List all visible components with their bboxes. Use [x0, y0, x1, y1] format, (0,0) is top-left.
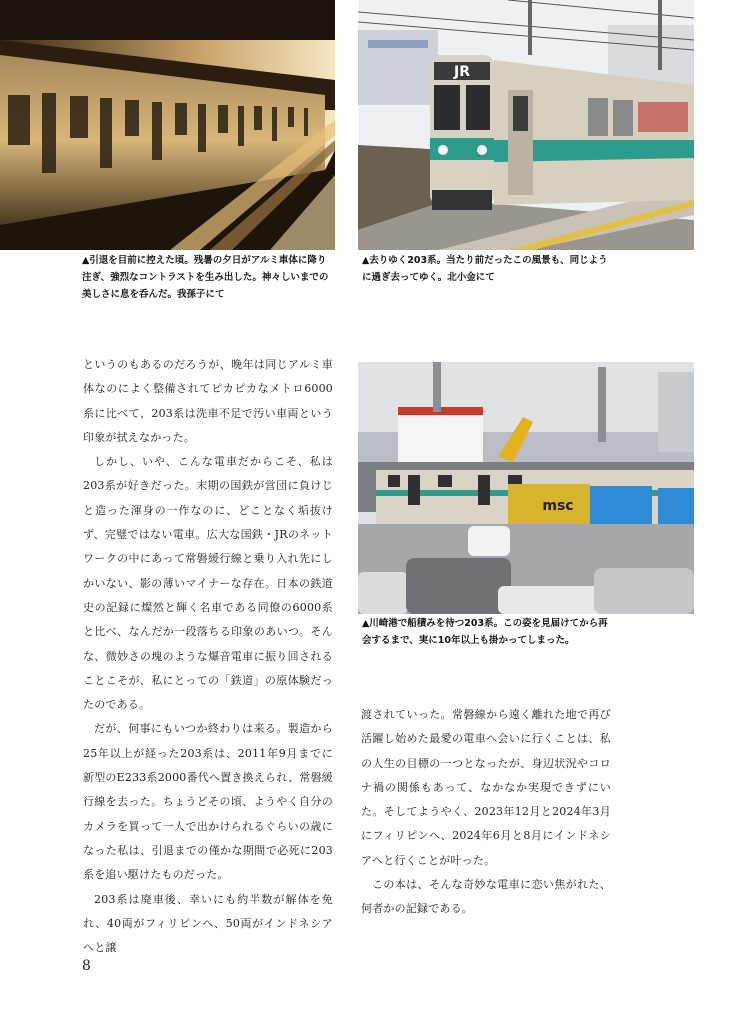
photo-departing-caption: ▲去りゆく203系。当たり前だったこの風景も、同じように過ぎ去ってゆく。北小金にて: [362, 255, 608, 283]
paragraph-1: というのもあるのだろうが、晩年は同じアルミ車体なのによく整備されてピカピカなメトロ6000系に比べて、203系は洗車不足で汚い車両という印象が拭えなかった。: [83, 358, 333, 444]
sunset-train-image: [0, 0, 335, 250]
photo-kawasaki-port: [358, 362, 694, 614]
paragraph-3: だが、何事にもいつか終わりは来る。製造から25年以上が経った203系は、2011年9月までに新型のE233系2000番代へ置き換えられ、常磐緩行線を去った。ちょうどその頃、ようやく自分のカメラを買って一人で出かけられるぐらいの歳になった私は、引退までの僅かな期間で必死に203系を追い駆けたものだった。: [83, 722, 333, 882]
right-text-column: [361, 703, 611, 922]
kawasaki-port-image: [358, 362, 694, 614]
paragraph-6: この本は、そんな奇妙な電車に恋い焦がれた、何者かの記録である。: [361, 878, 611, 916]
photo-sunset-caption: ▲引退を目前に控えた頃。残暑の夕日がアルミ車体に降り注ぎ、強烈なコントラストを生み出した。神々しいまでの美しさに息を呑んだ。我孫子にて: [82, 255, 329, 300]
jr-logo: JR: [454, 64, 470, 80]
paragraph-2: しかし、いや、こんな電車だからこそ、私は203系が好きだった。末期の国鉄が営団に負けじと造った渾身の一作なのに、どことなく垢抜けず、完璧ではない電車。広大な国鉄・JRのネットワークの中にあって常磐緩行線と乗り入れ先にしかいない、影の薄いマイナーな存在。日本の鉄道史の記録に燦然と輝く名車である同僚の6000系と比べ、なんだか一段落ちる印象のあいつ。そんな、微妙さの塊のような爆音電車に振り回されることこそが、私にとっての「鉄道」の原体験だったのである。: [83, 455, 333, 712]
page-number: 8: [82, 958, 91, 974]
paragraph-4: 203系は廃車後、幸いにも約半数が解体を免れ、40両がフィリピンへ、50両がインドネシアへと譲: [83, 892, 333, 955]
photo-departing-train: [358, 0, 694, 250]
paragraph-5: 渡されていった。常磐線から遠く離れた地で再び活躍し始めた最愛の電車へ会いに行くことは、私の人生の目標の一つとなったが、身辺状況やコロナ禍の関係もあって、なかなか実現できずにいた。そしてようやく、2023年12月と2024年3月にフィリピンへ、2024年6月と8月にインドネシアへと行くことが叶った。: [361, 708, 611, 867]
departing-train-image: [358, 0, 694, 250]
msc-logo: msc: [542, 498, 574, 514]
photo-sunset-train: [0, 0, 335, 250]
left-text-column: [83, 353, 333, 960]
photo-kawasaki-caption: ▲川崎港で船積みを待つ203系。この姿を見届けてから再会するまで、実に10年以上も掛かってしまった。: [362, 618, 608, 646]
